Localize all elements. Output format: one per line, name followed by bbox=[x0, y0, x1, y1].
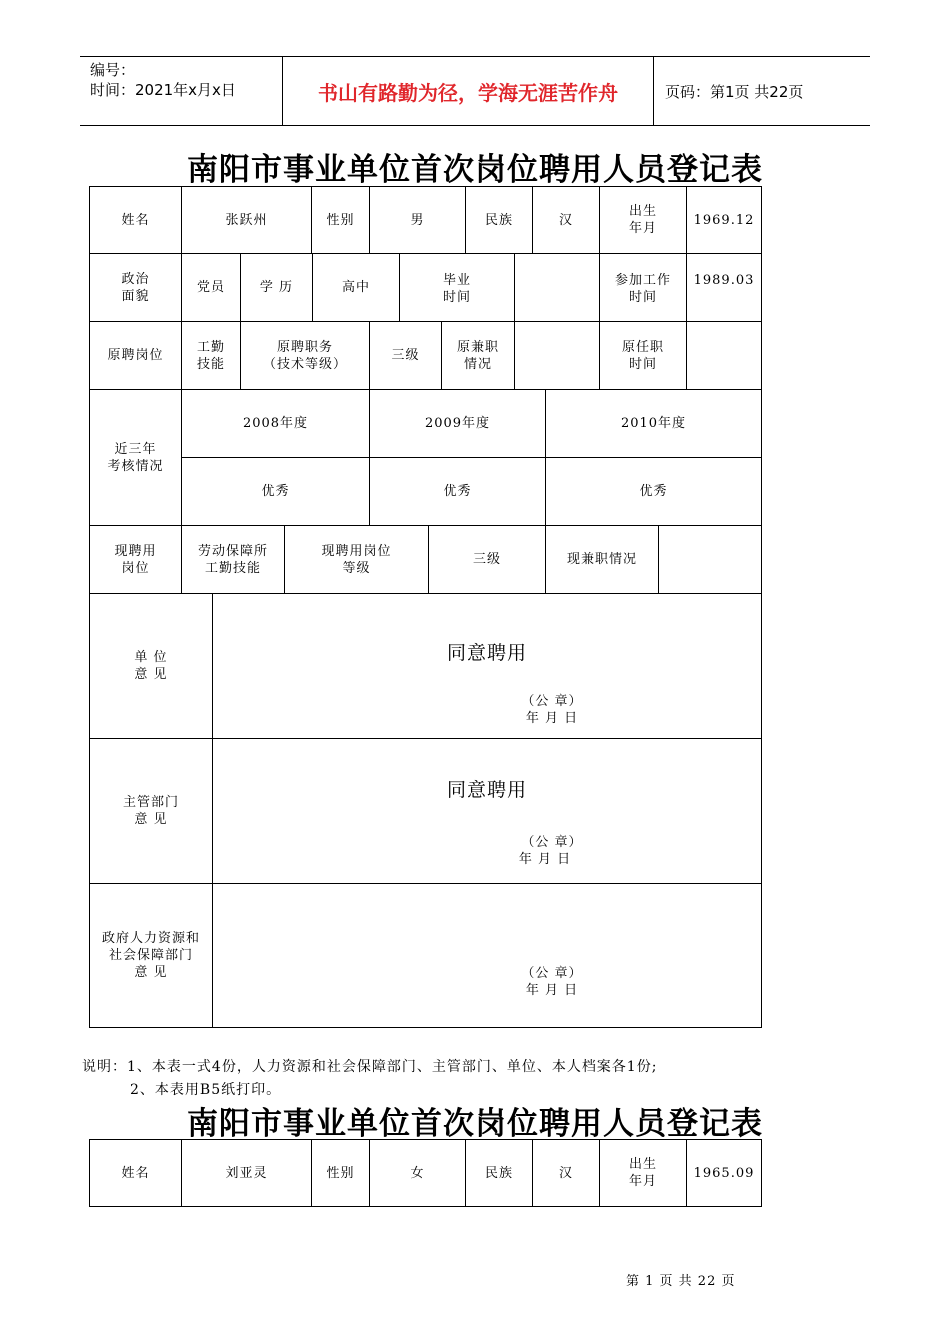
assessment-year: 2008年度 bbox=[181, 389, 370, 458]
unit-opinion-date: 年 月 日 bbox=[525, 711, 579, 726]
education-label: 学 历 bbox=[240, 253, 313, 322]
gov-opinion-box bbox=[212, 883, 762, 1028]
gov-opinion-label: 政府人力资源和 社会保障部门 意 见 bbox=[89, 883, 213, 1028]
work-start-label: 参加工作 时间 bbox=[599, 253, 687, 322]
assessment-result: 优秀 bbox=[181, 457, 370, 526]
birth-value: 1965.09 bbox=[686, 1139, 762, 1207]
time-label: 时间：2021年x月x日 bbox=[90, 81, 236, 99]
orig-post-label: 原聘岗位 bbox=[89, 321, 182, 390]
gender-label: 性别 bbox=[311, 1139, 370, 1207]
birth-value: 1969.12 bbox=[686, 186, 762, 254]
political-value: 党员 bbox=[181, 253, 241, 322]
assessment-result: 优秀 bbox=[545, 457, 762, 526]
note-line-1: 说明：1、本表一式4份，人力资源和社会保障部门、主管部门、单位、本人档案各1份; bbox=[82, 1059, 658, 1075]
orig-time-value bbox=[686, 321, 762, 390]
curr-grade-label: 现聘用岗位 等级 bbox=[284, 525, 429, 594]
dept-opinion-label: 主管部门 意 见 bbox=[89, 738, 213, 884]
header-meta bbox=[90, 60, 280, 100]
work-start-value: 1989.03 bbox=[686, 253, 762, 322]
ethnicity-value: 汉 bbox=[532, 186, 600, 254]
orig-concurrent-value bbox=[514, 321, 600, 390]
orig-concurrent-label: 原兼职 情况 bbox=[441, 321, 515, 390]
assessment-result: 优秀 bbox=[369, 457, 546, 526]
curr-concurrent-label: 现兼职情况 bbox=[545, 525, 659, 594]
birth-label: 出生 年月 bbox=[599, 1139, 687, 1207]
graduation-label: 毕业 时间 bbox=[399, 253, 515, 322]
orig-duty-label: 原聘职务 （技术等级） bbox=[240, 321, 370, 390]
page-header bbox=[80, 56, 870, 126]
unit-opinion-seal: （公 章） bbox=[521, 694, 583, 709]
form-title-2: 南阳市事业单位首次岗位聘用人员登记表 bbox=[187, 1106, 763, 1142]
gender-value: 男 bbox=[369, 186, 466, 254]
number-label: 编号： bbox=[90, 61, 136, 79]
form-title: 南阳市事业单位首次岗位聘用人员登记表 bbox=[187, 152, 763, 188]
gender-value: 女 bbox=[369, 1139, 466, 1207]
gender-label: 性别 bbox=[311, 186, 370, 254]
orig-post-value: 工勤 技能 bbox=[181, 321, 241, 390]
birth-label: 出生 年月 bbox=[599, 186, 687, 254]
ethnicity-label: 民族 bbox=[465, 1139, 533, 1207]
dept-opinion-text: 同意聘用 bbox=[446, 779, 527, 801]
assessment-year: 2009年度 bbox=[369, 389, 546, 458]
name-value: 刘亚灵 bbox=[181, 1139, 312, 1207]
curr-grade-value: 三级 bbox=[428, 525, 546, 594]
assessment-year: 2010年度 bbox=[545, 389, 762, 458]
orig-duty-value: 三级 bbox=[369, 321, 442, 390]
header-page-info: 页码：第1页 共22页 bbox=[665, 82, 804, 101]
name-label: 姓名 bbox=[89, 186, 182, 254]
assessment-label: 近三年 考核情况 bbox=[89, 389, 182, 526]
gov-opinion-date: 年 月 日 bbox=[525, 983, 579, 998]
page-footer: 第 1 页 共 22 页 bbox=[626, 1274, 736, 1289]
note-line-2: 2、本表用B5纸打印。 bbox=[130, 1082, 282, 1098]
dept-opinion-seal: （公 章） bbox=[521, 835, 583, 850]
ethnicity-label: 民族 bbox=[465, 186, 533, 254]
graduation-value bbox=[514, 253, 600, 322]
orig-time-label: 原任职 时间 bbox=[599, 321, 687, 390]
dept-opinion-date: 年 月 日 bbox=[518, 852, 572, 867]
name-value: 张跃州 bbox=[181, 186, 312, 254]
ethnicity-value: 汉 bbox=[532, 1139, 600, 1207]
header-motto: 书山有路勤为径，学海无涯苦作舟 bbox=[282, 57, 654, 125]
curr-post-label: 现聘用 岗位 bbox=[89, 525, 182, 594]
gov-opinion-seal: （公 章） bbox=[521, 966, 583, 981]
curr-post-value: 劳动保障所 工勤技能 bbox=[181, 525, 285, 594]
curr-concurrent-value bbox=[658, 525, 762, 594]
political-label: 政治 面貌 bbox=[89, 253, 182, 322]
education-value: 高中 bbox=[312, 253, 400, 322]
unit-opinion-text: 同意聘用 bbox=[446, 642, 527, 664]
unit-opinion-label: 单 位 意 见 bbox=[89, 593, 213, 739]
name-label: 姓名 bbox=[89, 1139, 182, 1207]
